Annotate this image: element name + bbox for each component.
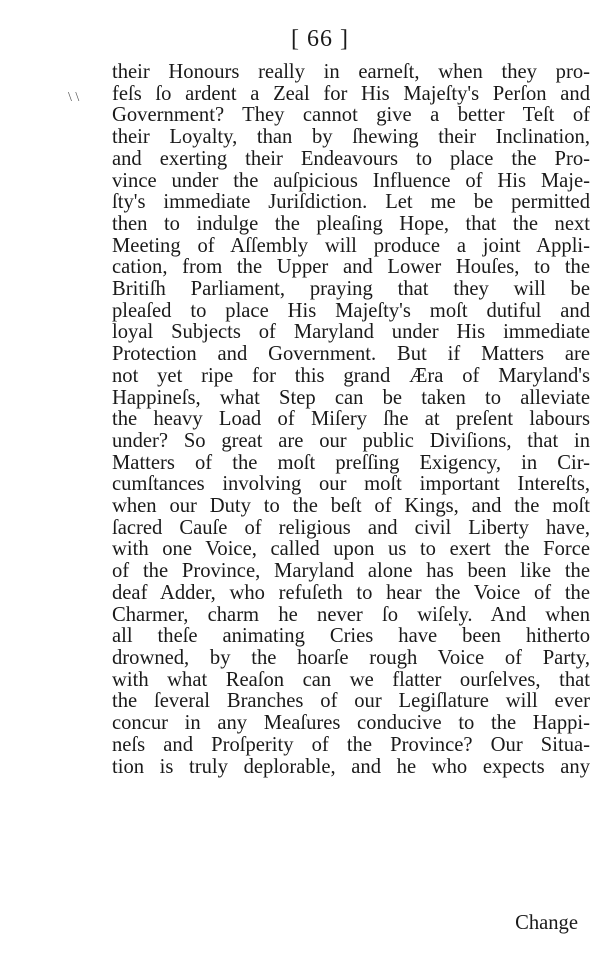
text-line: under? So great are our public Diviſions, that in [112, 430, 590, 452]
text-line: ſacred Cauſe of religious and civil Liberty have, [112, 517, 590, 539]
text-line: pleaſed to place His Majeſty's moſt dutiful and [112, 300, 590, 322]
text-line: with what Reaſon can we flatter ourſelves, that [112, 669, 590, 691]
text-line: then to indulge the pleaſing Hope, that the next [112, 213, 590, 235]
text-line: Britiſh Parliament, praying that they will be [112, 279, 590, 301]
text-line: all theſe animating Cries have been hitherto [112, 626, 590, 648]
text-line: and exerting their Endeavours to place the Pro- [112, 148, 590, 170]
text-line: Matters of the moſt preſſing Exigency, in Cir- [112, 452, 590, 474]
text-line: concur in any Meaſures conducive to the Happi- [112, 713, 590, 735]
text-line: not yet ripe for this grand Æra of Maryland's [112, 365, 590, 387]
text-line: the ſeveral Branches of our Legiſlature will ever [112, 691, 590, 713]
text-line: feſs ſo ardent a Zeal for His Majeſty's Perſon and [112, 83, 590, 105]
text-line: loyal Subjects of Maryland under His immediate [112, 322, 590, 344]
text-line: cation, from the Upper and Lower Houſes, to the [112, 257, 590, 279]
text-line: ſty's immediate Juriſdiction. Let me be permitted [112, 192, 590, 214]
text-line: tion is truly deplorable, and he who expects any [112, 756, 590, 778]
text-line: their Loyalty, than by ſhewing their Inclination, [112, 127, 590, 149]
text-line: Government? They cannot give a better Teſt of [112, 105, 590, 127]
margin-mark: \ \ [68, 90, 80, 105]
text-line: Happineſs, what Step can be taken to alleviate [112, 387, 590, 409]
text-line: their Honours really in earneſt, when they pro- [112, 62, 590, 83]
body-text [112, 62, 590, 778]
text-line: with one Voice, called upon us to exert the Force [112, 539, 590, 561]
catchword: Change [515, 912, 578, 934]
text-line: deaf Adder, who refuſeth to hear the Voice of the [112, 582, 590, 604]
text-line: vince under the auſpicious Influence of His Maje- [112, 170, 590, 192]
text-line: drowned, by the hoarſe rough Voice of Party, [112, 647, 590, 669]
page-number: [ 66 ] [291, 26, 349, 52]
text-line: neſs and Proſperity of the Province? Our Situa- [112, 734, 590, 756]
text-line: cumſtances involving our moſt important Intereſts, [112, 474, 590, 496]
text-line: of the Province, Maryland alone has been like the [112, 561, 590, 583]
text-line: Charmer, charm he never ſo wiſely. And when [112, 604, 590, 626]
text-line: when our Duty to the beſt of Kings, and the moſt [112, 496, 590, 518]
text-line: Meeting of Aſſembly will produce a joint Appli- [112, 235, 590, 257]
text-line: the heavy Load of Miſery ſhe at preſent labours [112, 409, 590, 431]
text-line: Protection and Government. But if Matters are [112, 344, 590, 366]
